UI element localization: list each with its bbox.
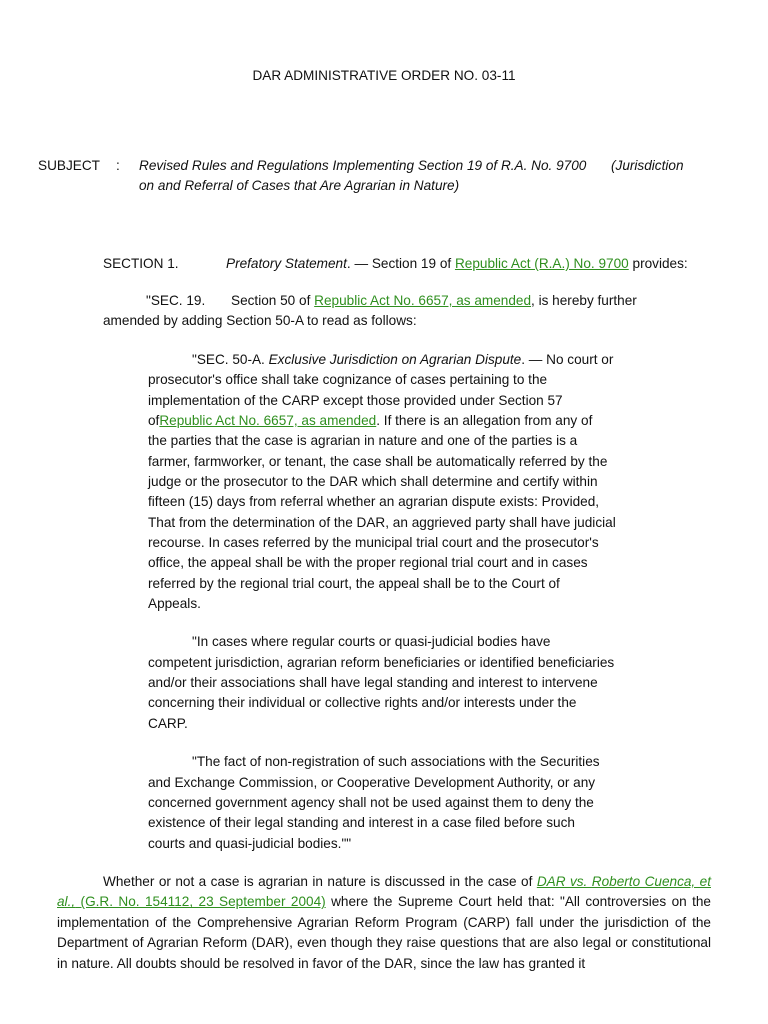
- para3-line-5: courts and quasi-judicial bodies."": [148, 836, 352, 851]
- sec50a-line-9: That from the determination of the DAR, an aggrieved party shall have judicial: [148, 515, 616, 530]
- para2-line-4: concerning their individual or collective rights and/or interests under the: [148, 695, 577, 710]
- sec50a-line-12: referred by the regional trial court, the appeal shall be to the Court of: [148, 576, 560, 591]
- sec50a-line-5: the parties that the case is agrarian in nature and one of the parties is a: [148, 433, 578, 448]
- gr-154112-link[interactable]: (G.R. No. 154112, 23 September 2004): [75, 894, 326, 910]
- sec50a-line-11: office, the appeal shall be with the proper regional trial court and in cases: [148, 555, 588, 570]
- subject-line-1: Revised Rules and Regulations Implementing Section 19 of R.A. No. 9700: [139, 158, 587, 173]
- sec50a-heading: Exclusive Jurisdiction on Agrarian Dispute: [268, 352, 522, 367]
- sec50a-line-13: Appeals.: [148, 596, 201, 611]
- sec50a-line-3: implementation of the CARP except those provided under Section 57: [148, 393, 563, 408]
- para3-line-3: concerned government agency shall not be used against them to deny the: [148, 795, 594, 810]
- sec50a-line-8: fifteen (15) days from referral whether an agrarian dispute exists: Provided,: [148, 494, 600, 509]
- sec50a-line-6: farmer, farmworker, or tenant, the case shall be automatically referred by the: [148, 454, 608, 469]
- sec19-line-2: amended by adding Section 50-A to read as follows:: [103, 313, 417, 328]
- sec50a-line-7: judge or the prosecutor to the DAR which shall determine and certify within: [148, 474, 598, 489]
- sec19-text: Section 50 of Republic Act No. 6657, as amended, is hereby further: [231, 293, 637, 308]
- dar-vs-cuenca-link[interactable]: DAR vs. Roberto Cuenca, et al.,: [57, 874, 711, 910]
- sec50a-line-1: "SEC. 50-A. Exclusive Jurisdiction on Agrarian Dispute. — No court or: [192, 352, 614, 367]
- para3-line-2: and Exchange Commission, or Cooperative Development Authority, or any: [148, 775, 596, 790]
- sec19-lead: "SEC. 19.: [146, 293, 206, 308]
- para4: Whether or not a case is agrarian in nature is discussed in the case of DAR vs. Roberto Cuenca, et al., (G.R. No. 154112, 23 September 2004) where the Supreme Court held that: "All controversies on the implementation of the Comprehensive Agrarian Reform Program (CARP) fall under the jurisdiction of the Department of Agrarian Reform (DAR), even though they raise questions that are also legal or constitutional in nature. All doubts should be resolved in favor of the DAR, since the law has granted it: [57, 874, 711, 971]
- page-title: DAR ADMINISTRATIVE ORDER NO. 03-11: [252, 68, 516, 83]
- sec50a-line-10: recourse. In cases referred by the municipal trial court and the prosecutor's: [148, 535, 599, 550]
- subject-label: SUBJECT: [38, 158, 100, 173]
- section-1-label: SECTION 1.: [103, 256, 179, 271]
- ra-6657-link[interactable]: Republic Act No. 6657, as amended: [314, 293, 532, 308]
- subject-colon: :: [116, 158, 120, 173]
- para3-line-4: existence of their legal standing and interest in a case filed before such: [148, 815, 575, 830]
- section-1-heading: Prefatory Statement: [226, 256, 347, 271]
- para2-line-1: "In cases where regular courts or quasi-judicial bodies have: [192, 634, 551, 649]
- ra-9700-link[interactable]: Republic Act (R.A.) No. 9700: [454, 256, 629, 271]
- section-1-text: Prefatory Statement. — Section 19 of Republic Act (R.A.) No. 9700 provides:: [226, 256, 688, 271]
- sec50a-line-2: prosecutor's office shall take cognizance of cases pertaining to the: [148, 372, 548, 387]
- para3-line-1: "The fact of non-registration of such associations with the Securities: [192, 754, 600, 769]
- subject-line-1-end: (Jurisdiction: [611, 158, 684, 173]
- para2-line-2: competent jurisdiction, agrarian reform beneficiaries or identified beneficiaries: [148, 655, 615, 670]
- para2-line-3: and/or their associations shall have legal standing and interest to intervene: [148, 675, 598, 690]
- subject-line-2: on and Referral of Cases that Are Agrarian in Nature): [139, 178, 460, 193]
- sec50a-line-4: ofRepublic Act No. 6657, as amended. If there is an allegation from any of: [148, 413, 593, 428]
- ra-6657-link-2[interactable]: Republic Act No. 6657, as amended: [159, 413, 377, 428]
- para2-line-5: CARP.: [148, 716, 188, 731]
